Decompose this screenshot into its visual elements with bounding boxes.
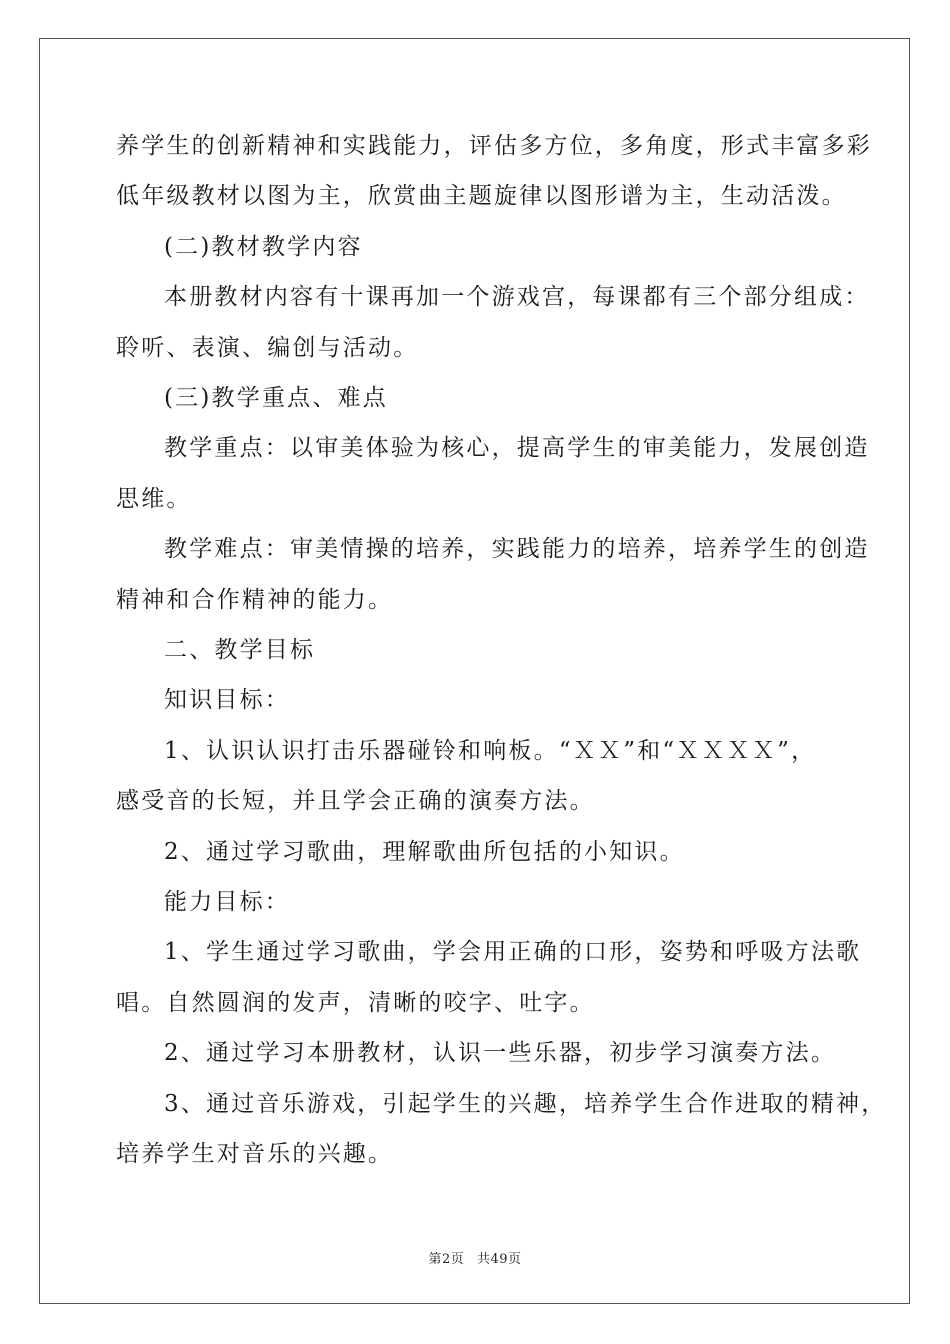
page-total: 共49页 (476, 1252, 522, 1267)
text-line: 本册教材内容有十课再加一个游戏宫，每课都有三个部分组成： (164, 284, 870, 311)
text-line: 3、通过音乐游戏，引起学生的兴趣，培养学生合作进取的精神， (164, 1090, 887, 1117)
text-line: 教学重点：以审美体验为核心，提高学生的审美能力，发展创造 (164, 435, 870, 462)
text-line: 唱。自然圆润的发声，清晰的咬字、吐字。 (116, 989, 595, 1016)
text-line: 1、认识认识打击乐器碰铃和响板。“ＸＸ”和“ＸＸＸＸ”， (164, 737, 817, 764)
text-line: 思维。 (116, 485, 192, 512)
text-line: 能力目标： (164, 889, 290, 915)
text-line: 聆听、表演、编创与活动。 (116, 334, 419, 361)
text-line: 低年级教材以图为主，欣赏曲主题旋律以图形谱为主，生动活泼。 (116, 183, 847, 210)
text-line: 教学难点：审美情操的培养，实践能力的培养，培养学生的创造 (164, 536, 870, 563)
text-line: 二、教学目标 (164, 637, 316, 663)
text-line: 精神和合作精神的能力。 (116, 586, 394, 613)
page-number: 第2页 (428, 1252, 465, 1267)
text-line: 2、通过学习歌曲，理解歌曲所包括的小知识。 (164, 838, 685, 865)
text-line: (三)教学重点、难点 (164, 385, 388, 411)
text-line: 1、学生通过学习歌曲，学会用正确的口形，姿势和呼吸方法歌 (164, 939, 862, 966)
text-line: (二)教材教学内容 (164, 233, 363, 260)
text-line: 知识目标： (164, 687, 290, 714)
text-line: 2、通过学习本册教材，认识一些乐器，初步学习演奏方法。 (164, 1040, 837, 1067)
text-line: 养学生的创新精神和实践能力，评估多方位，多角度，形式丰富多彩 (116, 133, 872, 159)
text-line: 感受音的长短，并且学会正确的演奏方法。 (116, 788, 595, 815)
text-line: 培养学生对音乐的兴趣。 (116, 1141, 394, 1167)
page-footer (0, 1248, 950, 1267)
